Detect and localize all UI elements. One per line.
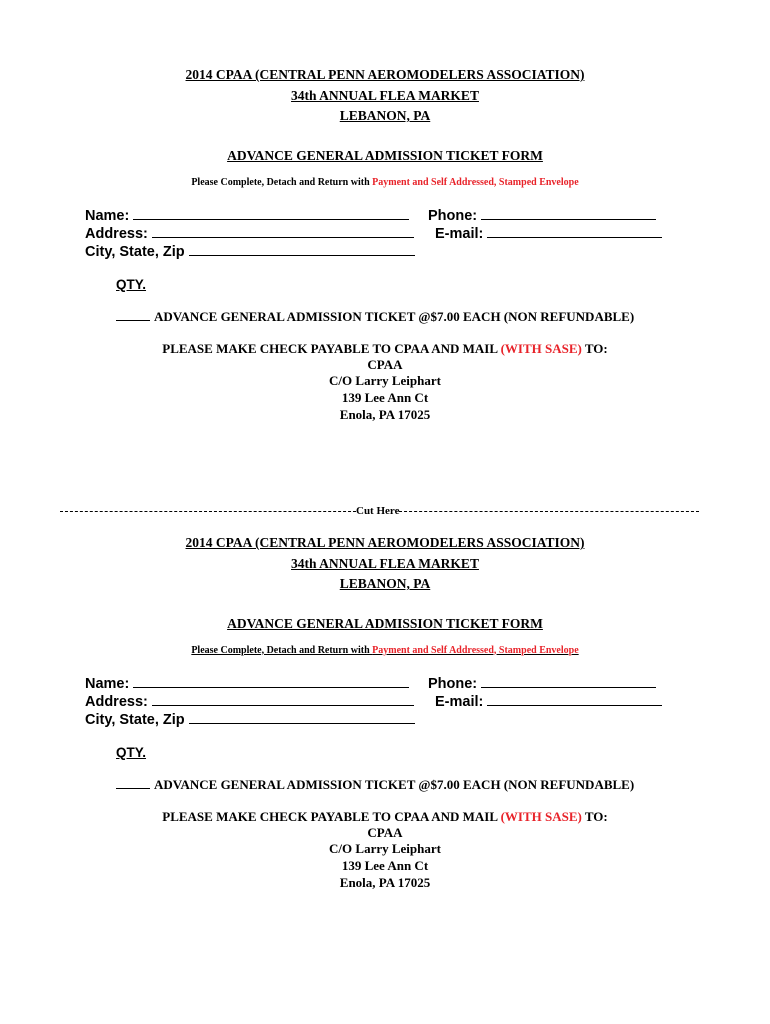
- ticket-text: ADVANCE GENERAL ADMISSION TICKET @$7.00 EACH (NON REFUNDABLE): [154, 308, 635, 324]
- payable-text: PLEASE MAKE CHECK PAYABLE TO CPAA AND MAIL: [162, 808, 501, 824]
- instructions-text: Please Complete, Detach and Return with: [191, 176, 373, 188]
- address-line-2: C/O Larry Leiphart: [329, 373, 441, 389]
- phone-line[interactable]: [481, 673, 656, 688]
- address-line[interactable]: [152, 223, 414, 238]
- phone-label: Phone:: [428, 207, 478, 224]
- name-field[interactable]: [85, 673, 409, 693]
- event-heading: 34th ANNUAL FLEA MARKET: [291, 555, 479, 571]
- name-line[interactable]: [133, 205, 409, 220]
- event-heading: 34th ANNUAL FLEA MARKET: [291, 87, 479, 103]
- payable-line: [0, 341, 770, 357]
- mail-address: [0, 357, 770, 424]
- qty-blank[interactable]: [116, 309, 150, 321]
- email-line[interactable]: [487, 223, 662, 238]
- mail-address: [0, 825, 770, 892]
- cut-dash-left: [60, 511, 356, 512]
- phone-field[interactable]: [428, 205, 656, 225]
- form-title: ADVANCE GENERAL ADMISSION TICKET FORM: [227, 147, 543, 163]
- city-field[interactable]: [85, 709, 415, 729]
- payable-line: [0, 809, 770, 825]
- ticket-form-bottom: [0, 533, 770, 892]
- address-label: Address:: [85, 225, 148, 242]
- instructions-highlight: Payment and Self Addressed, Stamped Envelope: [372, 644, 579, 656]
- email-field[interactable]: [435, 691, 662, 711]
- instructions-text: Please Complete, Detach and Return with: [191, 644, 373, 656]
- address-line-1: CPAA: [367, 356, 403, 372]
- sase-note: (WITH SASE): [500, 808, 582, 824]
- qty-label: QTY.: [116, 744, 147, 760]
- email-label: E-mail:: [435, 225, 484, 242]
- payable-end: TO:: [581, 340, 608, 356]
- location-heading: LEBANON, PA: [339, 108, 431, 123]
- email-field[interactable]: [435, 223, 662, 243]
- phone-field[interactable]: [428, 673, 656, 693]
- name-label: Name:: [85, 675, 130, 692]
- phone-label: Phone:: [428, 675, 478, 692]
- instructions: [0, 177, 770, 188]
- address-line-1: CPAA: [367, 824, 403, 840]
- city-line[interactable]: [189, 241, 415, 256]
- instructions: [0, 645, 770, 656]
- address-line-3: 139 Lee Ann Ct: [341, 390, 429, 406]
- city-label: City, State, Zip: [85, 243, 185, 260]
- cut-dash-right: [399, 511, 699, 512]
- address-field[interactable]: [85, 691, 414, 711]
- cut-label: Cut Here: [356, 505, 400, 517]
- qty-blank[interactable]: [116, 777, 150, 789]
- org-heading: 2014 CPAA (CENTRAL PENN AEROMODELERS ASSOCIATION): [185, 535, 585, 550]
- phone-line[interactable]: [481, 205, 656, 220]
- sase-note: (WITH SASE): [500, 340, 582, 356]
- city-field[interactable]: [85, 241, 415, 261]
- qty-label: QTY.: [116, 276, 147, 292]
- location-heading: LEBANON, PA: [339, 576, 431, 591]
- name-line[interactable]: [133, 673, 409, 688]
- contact-fields: [0, 205, 770, 263]
- name-field[interactable]: [85, 205, 409, 225]
- name-label: Name:: [85, 207, 130, 224]
- ticket-line: [116, 309, 770, 325]
- cut-line: [60, 505, 710, 517]
- address-line[interactable]: [152, 691, 414, 706]
- ticket-text: ADVANCE GENERAL ADMISSION TICKET @$7.00 EACH (NON REFUNDABLE): [154, 776, 635, 792]
- ticket-line: [116, 777, 770, 793]
- payable-end: TO:: [581, 808, 608, 824]
- address-line-2: C/O Larry Leiphart: [329, 841, 441, 857]
- org-heading: 2014 CPAA (CENTRAL PENN AEROMODELERS ASSOCIATION): [185, 67, 585, 82]
- address-line-3: 139 Lee Ann Ct: [341, 858, 429, 874]
- address-line-4: Enola, PA 17025: [339, 406, 431, 422]
- address-label: Address:: [85, 693, 148, 710]
- email-label: E-mail:: [435, 693, 484, 710]
- address-field[interactable]: [85, 223, 414, 243]
- email-line[interactable]: [487, 691, 662, 706]
- address-line-4: Enola, PA 17025: [339, 874, 431, 890]
- form-title: ADVANCE GENERAL ADMISSION TICKET FORM: [227, 615, 543, 631]
- city-line[interactable]: [189, 709, 415, 724]
- contact-fields: [0, 673, 770, 731]
- ticket-form-top: [0, 65, 770, 424]
- payable-text: PLEASE MAKE CHECK PAYABLE TO CPAA AND MAIL: [162, 340, 501, 356]
- city-label: City, State, Zip: [85, 711, 185, 728]
- instructions-highlight: Payment and Self Addressed, Stamped Envelope: [372, 176, 579, 188]
